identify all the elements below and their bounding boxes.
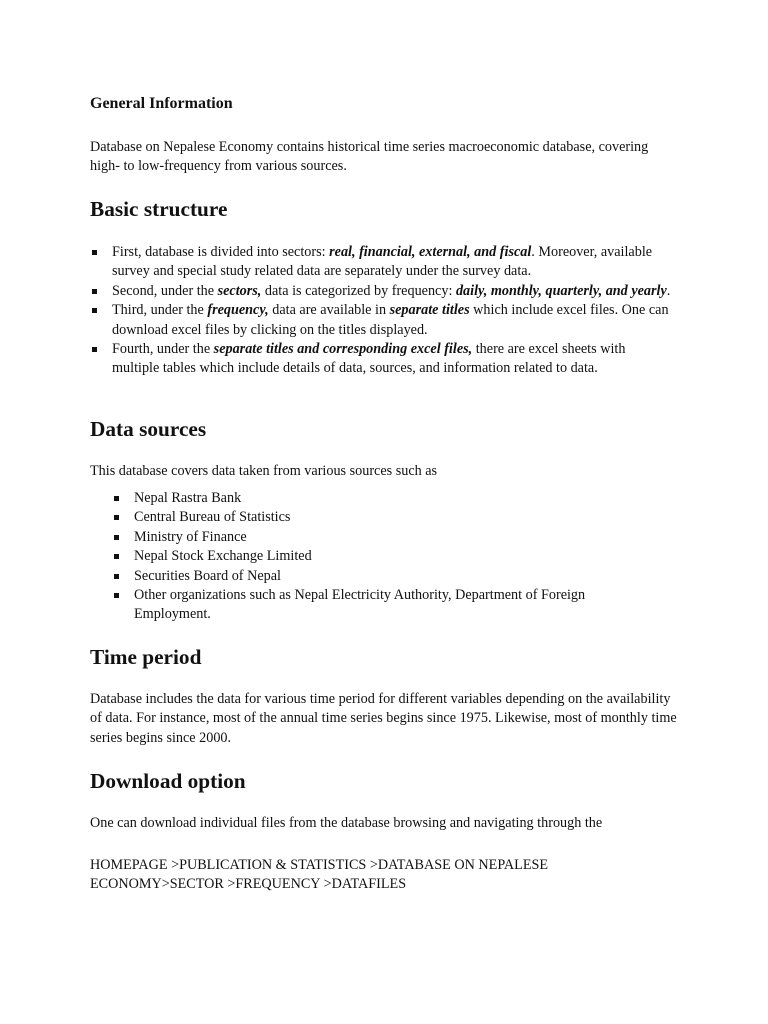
item-text: Third, under the (112, 302, 208, 319)
list-item (90, 282, 672, 301)
list-item (90, 243, 672, 282)
list-item: Nepal Rastra Bank (112, 489, 652, 508)
navigation-path-line: HOMEPAGE >PUBLICATION & STATISTICS >DATABASE ON NEPALESE (90, 857, 549, 873)
download-option-heading: Download option (90, 769, 246, 793)
list-item: Securities Board of Nepal (112, 567, 652, 586)
basic-structure-list (90, 243, 672, 379)
download-option-paragraph: One can download individual files from the database browsing and navigating through the (90, 815, 603, 831)
basic-structure-heading: Basic structure (90, 197, 228, 221)
navigation-path (90, 856, 650, 895)
item-text: . (666, 282, 671, 299)
time-period-heading: Time period (90, 645, 202, 669)
intro-paragraph: Database on Nepalese Economy contains historical time series macroeconomic database, covering high- to low-frequency from various sources. (90, 139, 649, 175)
list-item: Central Bureau of Statistics (112, 508, 652, 527)
item-emphasis: frequency, (207, 302, 269, 319)
item-emphasis: real, financial, external, and fiscal (329, 244, 532, 260)
item-text: data are available in (268, 302, 390, 319)
item-text: data is categorized by frequency: (261, 282, 456, 299)
list-item: Ministry of Finance (112, 528, 652, 547)
list-item: Nepal Stock Exchange Limited (112, 547, 652, 566)
data-sources-heading: Data sources (90, 417, 207, 441)
item-emphasis: separate titles (389, 302, 470, 319)
list-item (90, 301, 672, 340)
item-text: which include excel files. One can download excel files by clicking on the titles displayed. (112, 302, 669, 338)
data-sources-intro: This database covers data taken from various sources such as (90, 463, 438, 479)
navigation-path-line: ECONOMY>SECTOR >FREQUENCY >DATAFILES (90, 876, 407, 893)
item-text: . Moreover, available survey and special study related data are separately under the survey data. (112, 244, 653, 280)
list-item (90, 340, 672, 379)
page-title: General Information (90, 95, 233, 112)
item-text: Fourth, under the (112, 341, 214, 358)
list-item: Other organizations such as Nepal Electricity Authority, Department of Foreign Employment. (112, 586, 652, 625)
item-text: Second, under the (112, 282, 218, 299)
time-period-paragraph: Database includes the data for various time period for different variables depending on the availability of data. For instance, most of the annual time series begins since 1975. Likewise, most of monthly time series begins since 2000. (90, 691, 677, 746)
item-text: First, database is divided into sectors: (112, 244, 330, 260)
item-emphasis: sectors, (217, 282, 262, 299)
item-emphasis: daily, monthly, quarterly, and yearly (455, 282, 667, 299)
item-emphasis: separate titles and corresponding excel files, (213, 341, 473, 358)
item-text: there are excel sheets with multiple tables which include details of data, sources, and information related to data. (112, 341, 626, 377)
data-sources-list (112, 489, 652, 625)
